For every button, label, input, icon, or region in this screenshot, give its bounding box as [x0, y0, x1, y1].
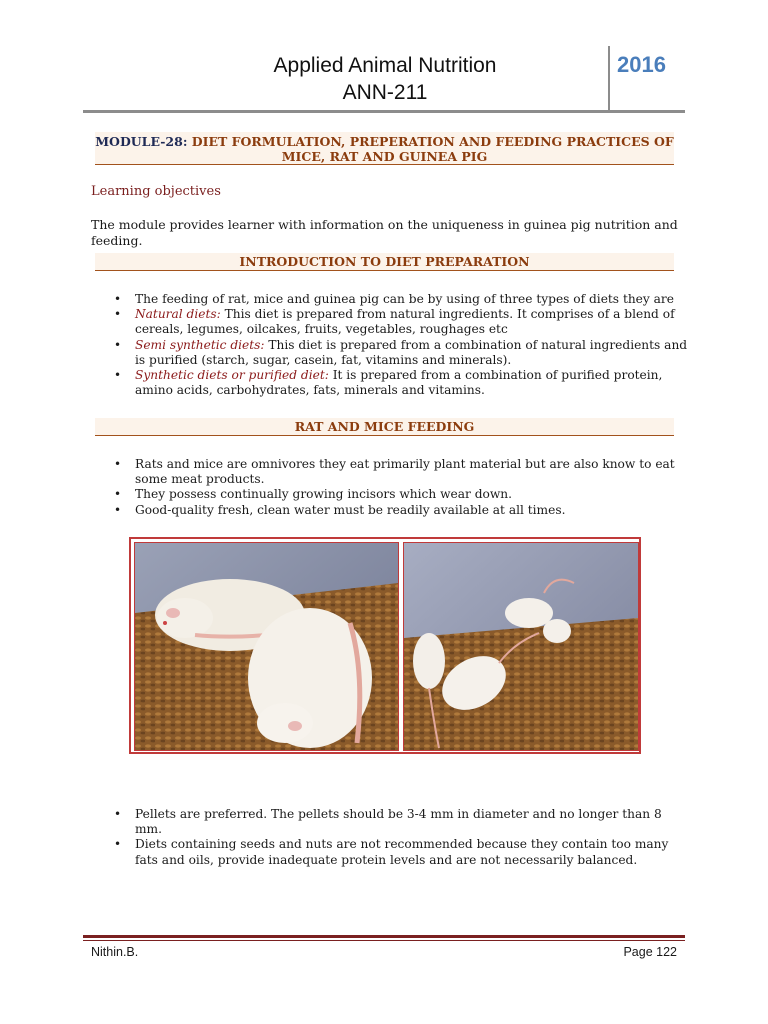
- footer-divider-thin: [83, 940, 685, 941]
- header-year: 2016: [617, 52, 666, 77]
- module-title-line1: DIET FORMULATION, PREPERATION AND FEEDING PRACTICES OF: [187, 134, 674, 149]
- list-item: • Pellets are preferred. The pellets should be 3-4 mm in diameter and no longer than 8 mm.: [135, 807, 690, 837]
- rat-mice-section-heading: RAT AND MICE FEEDING: [95, 418, 674, 436]
- document-header-title: [180, 52, 590, 106]
- list-item: [135, 338, 690, 368]
- footer-page-number: Page 122: [623, 945, 677, 959]
- pellet-bullet-list: [110, 807, 690, 868]
- rat-mice-bullet-list: [110, 457, 690, 518]
- header-divider-horizontal: [83, 110, 685, 113]
- diet-term: Natural diets:: [135, 307, 221, 322]
- diet-term: Synthetic diets or purified diet:: [135, 368, 329, 383]
- list-item: • Diets containing seeds and nuts are not recommended because they contain too many fats and oils, provide inadequate protein levels and are not necessarily balanced.: [135, 837, 690, 867]
- footer-divider: [83, 935, 685, 938]
- intro-section-heading: INTRODUCTION TO DIET PREPARATION: [95, 253, 674, 271]
- list-item: [135, 368, 690, 398]
- bullet-text: This diet is prepared from a combination of natural ingredients and is purified (starch, sugar, casein, fat, vitamins and minerals).: [135, 337, 688, 367]
- diet-term: Semi synthetic diets:: [135, 337, 265, 352]
- list-item: [135, 307, 690, 337]
- mice-photo: [403, 542, 639, 751]
- intro-bullet-list: [110, 292, 690, 398]
- list-item: • Good-quality fresh, clean water must be readily available at all times.: [135, 503, 690, 518]
- header-divider-vertical: [608, 46, 610, 112]
- list-item: • Rats and mice are omnivores they eat primarily plant material but are also know to eat some meat products.: [135, 457, 690, 487]
- rats-photo: [134, 542, 399, 751]
- rat-mice-photo-frame: [129, 537, 641, 754]
- bullet-text: The feeding of rat, mice and guinea pig can be by using of three types of diets they are: [135, 292, 674, 306]
- module-title-box: [95, 132, 674, 165]
- module-label: MODULE-28:: [95, 134, 188, 149]
- course-code: ANN-211: [342, 81, 428, 104]
- learning-objectives-heading: Learning objectives: [91, 184, 221, 199]
- list-item: [135, 292, 690, 307]
- footer-author: Nithin.B.: [91, 945, 139, 959]
- bullet-text: This diet is prepared from natural ingredients. It comprises of a blend of cereals, legumes, oilcakes, fruits, vegetables, roughages etc: [135, 307, 675, 337]
- course-name: Applied Animal Nutrition: [273, 54, 497, 77]
- list-item: • They possess continually growing incisors which wear down.: [135, 487, 690, 502]
- learning-objectives-text: The module provides learner with information on the uniqueness in guinea pig nutrition and feeding.: [91, 217, 678, 248]
- module-title-line2: MICE, RAT AND GUINEA PIG: [281, 149, 488, 164]
- bullet-text: It is prepared from a combination of purified protein, amino acids, carbohydrates, fats, minerals and vitamins.: [135, 368, 663, 398]
